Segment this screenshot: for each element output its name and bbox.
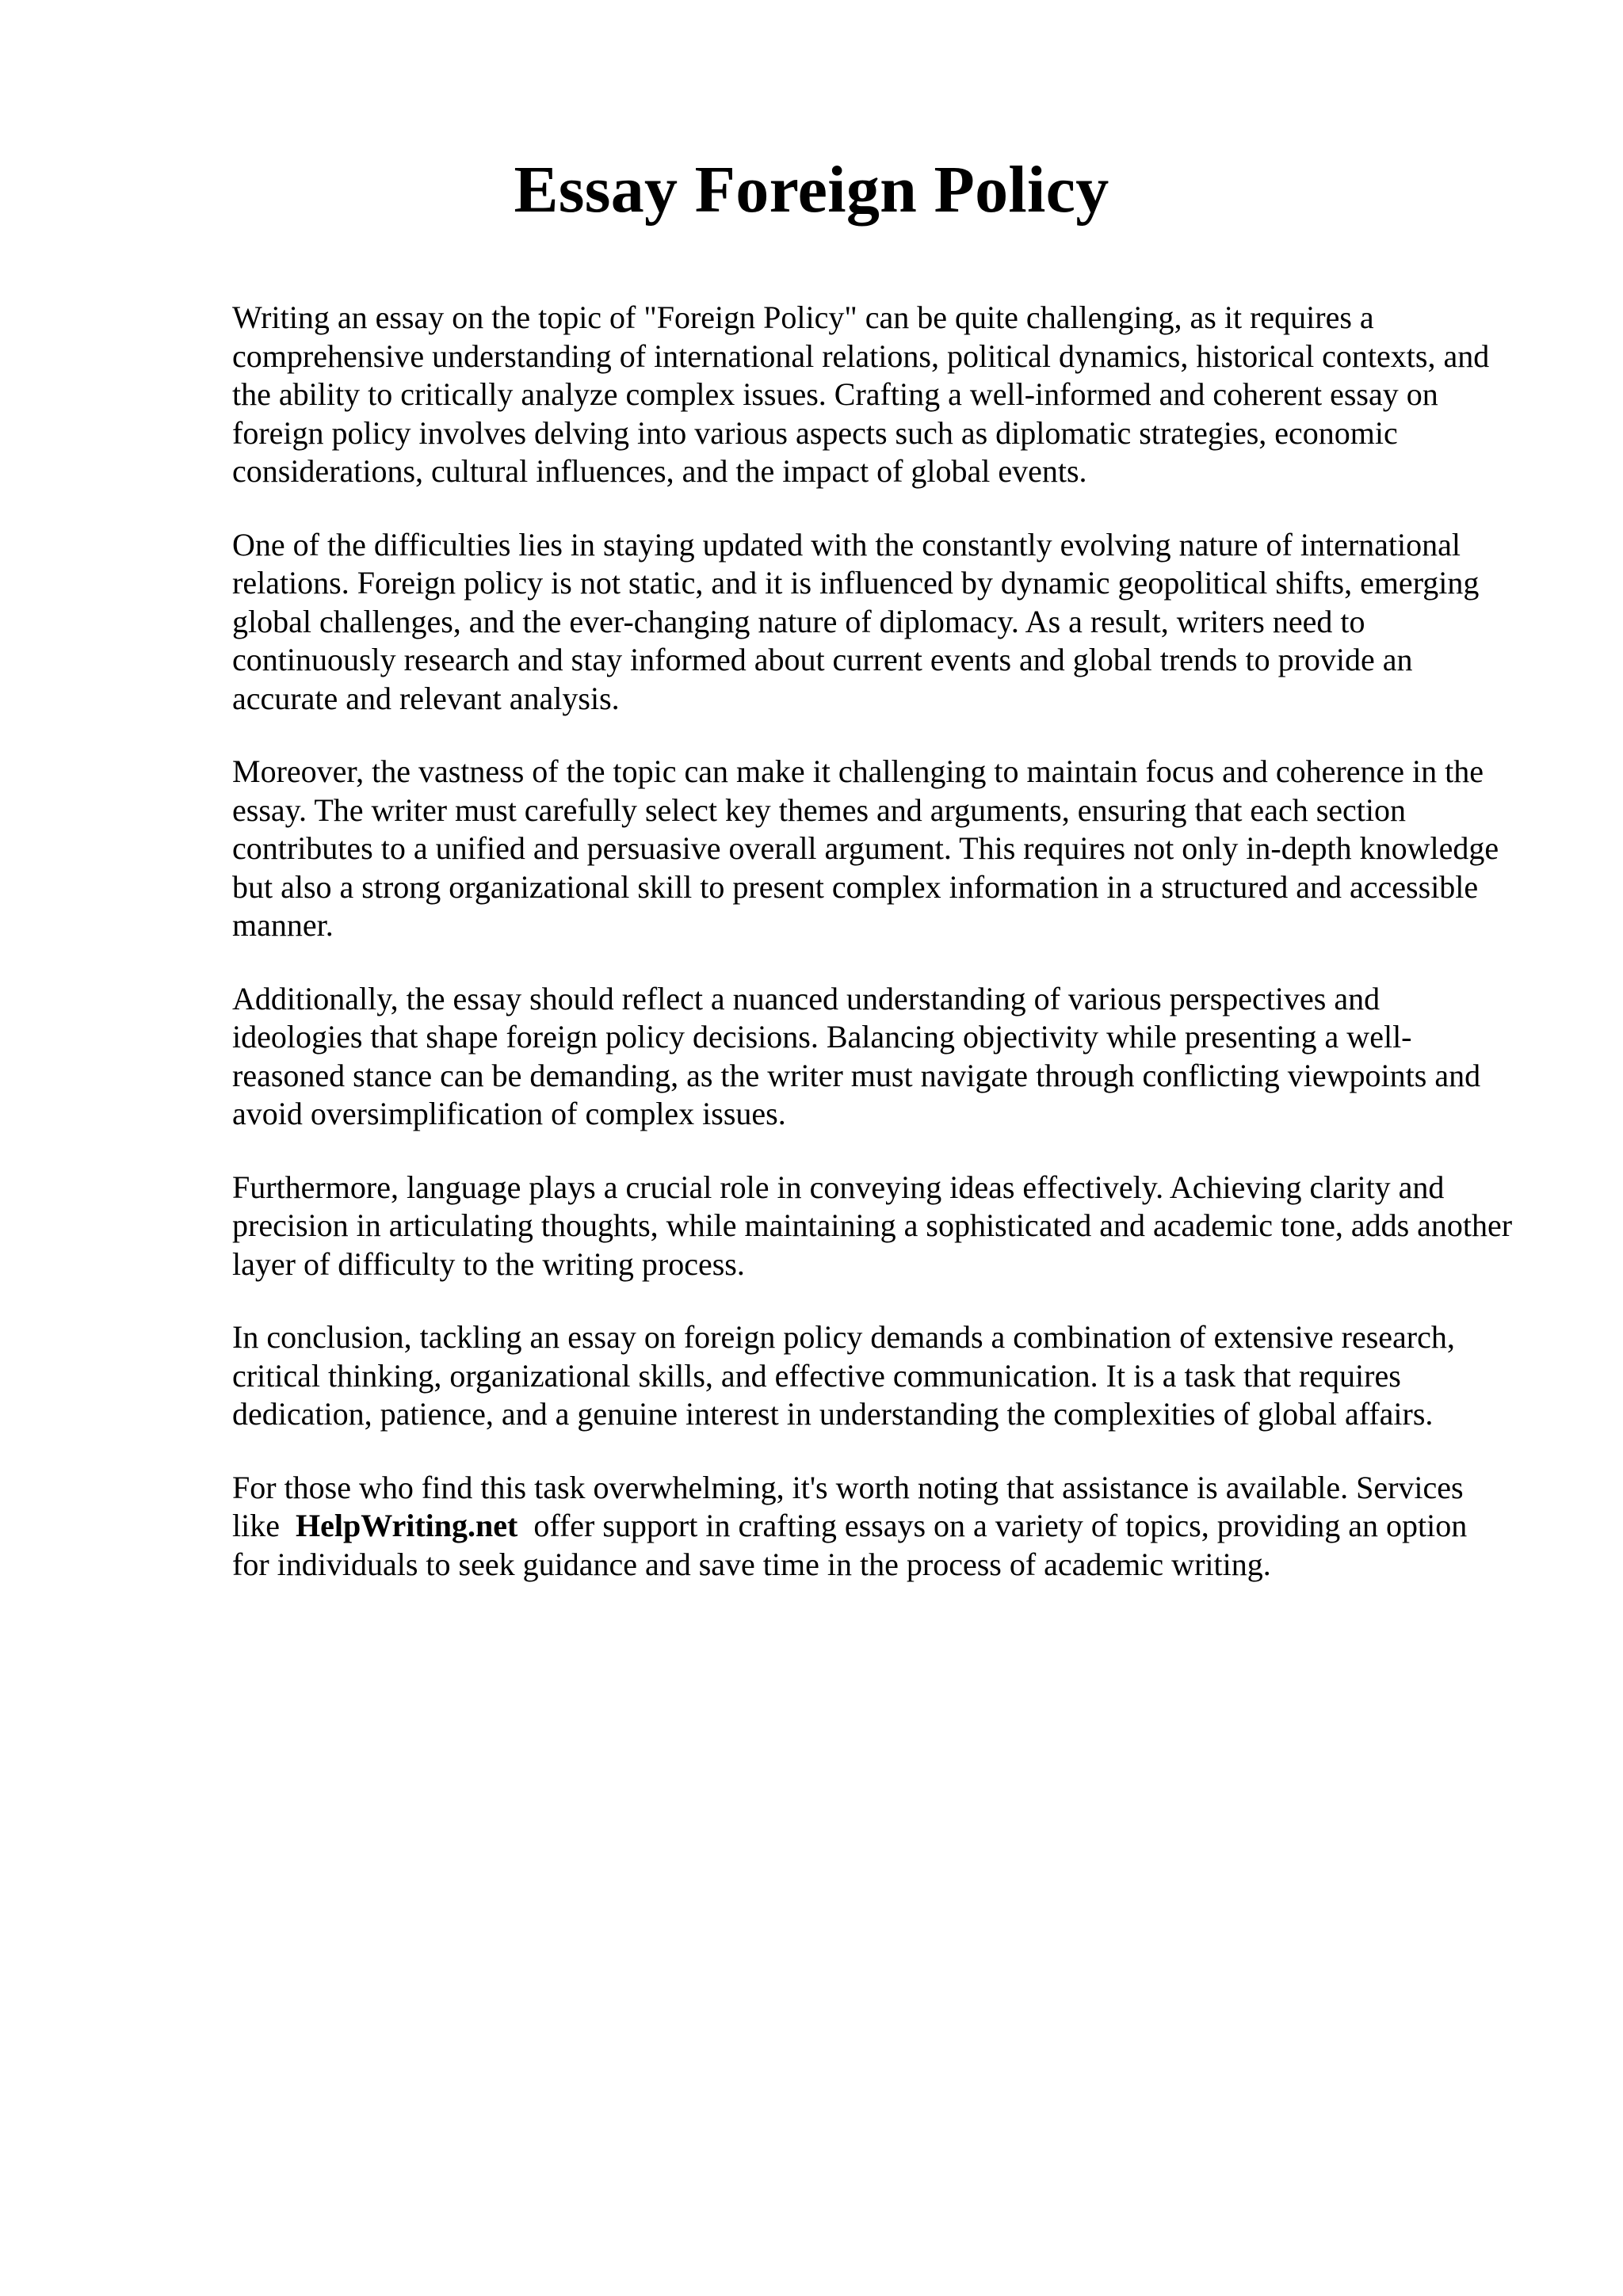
paragraph-perspectives: Additionally, the essay should reflect a nuanced understanding of various perspectives and ideologies that shape foreign policy decisions. Balancing objectivity while presenting a well-reasoned stance can be demanding, as the writer must navigate through conflicting viewpoints and avoid oversimplification of complex issues. (232, 980, 1481, 1131)
closing-lead-text: For those who find this task overwhelming, it's worth noting that assistance is available. Services like (232, 1469, 1464, 1543)
page-title: Essay Foreign Policy (514, 153, 1109, 227)
closing-line-end-text: offer support in crafting essays on a variety of topics, providing an option (533, 1508, 1468, 1543)
paragraph-difficulties: One of the difficulties lies in staying updated with the constantly evolving nature of international relations. Foreign policy is not static, and it is influenced by dynamic geopolitical shifts, emerging global challenges, and the ever-changing nature of diplomacy. As a result, writers need to continuously research and stay informed about current events and global trends to provide an accurate and relevant analysis. (232, 526, 1480, 716)
essay-body (232, 299, 1516, 1619)
brand-name: HelpWriting.net (295, 1508, 518, 1543)
paragraph-conclusion: In conclusion, tackling an essay on foreign policy demands a combination of extensive research, critical thinking, organizational skills, and effective communication. It is a task that requires dedication, patience, and a genuine interest in understanding the complexities of global affairs. (232, 1319, 1455, 1432)
paragraph-language: Furthermore, language plays a crucial role in conveying ideas effectively. Achieving clarity and precision in articulating thoughts, while maintaining a sophisticated and academic tone, adds another layer of difficulty to the writing process. (232, 1169, 1513, 1282)
closing-tail-text: for individuals to seek guidance and save time in the process of academic writing. (232, 1546, 1271, 1582)
paragraph-intro: Writing an essay on the topic of "Foreign Policy" can be quite challenging, as it requires a comprehensive understanding of international relations, political dynamics, historical contexts, and the ability to critically analyze complex issues. Crafting a well-informed and coherent essay on foreign policy involves delving into various aspects such as diplomatic strategies, economic considerations, cultural influences, and the impact of global events. (232, 299, 1490, 489)
paragraph-vastness: Moreover, the vastness of the topic can make it challenging to maintain focus and coherence in the essay. The writer must carefully select key themes and arguments, ensuring that each section contributes to a unified and persuasive overall argument. This requires not only in-depth knowledge but also a strong organizational skill to present complex information in a structured and accessible manner. (232, 753, 1499, 943)
paragraph-closing (232, 1469, 1516, 1585)
